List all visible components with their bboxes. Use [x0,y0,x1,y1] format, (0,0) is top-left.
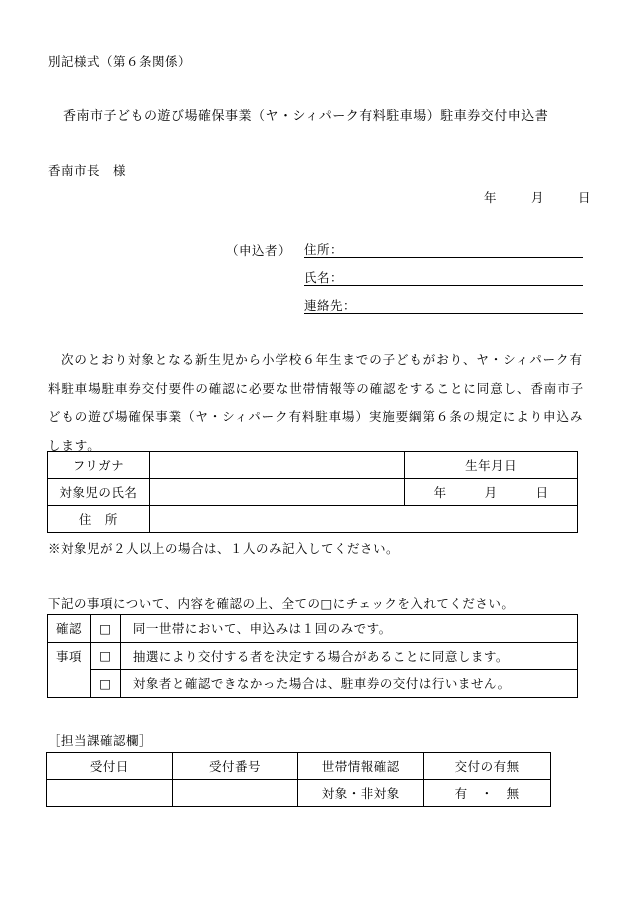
name-label: 氏名： [304,270,344,285]
confirm-label-1: 確認 [48,615,91,643]
child-name-input[interactable] [149,479,404,506]
date-line [484,188,591,206]
furigana-input[interactable] [149,452,404,479]
child-address-input[interactable] [149,506,577,533]
office-header-receipt-number: 受付番号 [172,753,298,780]
checkbox-1[interactable]: □ [90,615,120,643]
confirm-label-empty [48,670,91,698]
document-title: 香南市子どもの遊び場確保事業（ヤ・シィパーク有料駐車場）駐車券交付申込書 [63,109,549,124]
office-use-table [46,752,551,807]
office-received-date[interactable] [47,780,173,807]
confirmation-table [47,614,578,698]
child-info-table [47,451,578,533]
date-year: 年 [484,190,498,205]
date-month: 月 [531,190,545,205]
checkbox-3[interactable]: □ [90,670,120,698]
birthdate-label: 生年月日 [405,452,578,479]
child-address-label: 住 所 [48,506,150,533]
name-field[interactable] [304,268,583,286]
bd-year: 年 [433,485,447,500]
office-issued[interactable]: 有 ・ 無 [424,780,551,807]
consent-paragraph: 次のとおり対象となる新生児から小学校６年生までの子どもがおり、ヤ・シィパーク有料駐車場駐車券交付要件の確認に必要な世帯情報等の確認をすることに同意し、香南市子どもの遊び場確保事業（ヤ・シィパーク有料駐車場）実施要綱第６条の規定により申込みします。 [48,352,585,453]
child-name-label: 対象児の氏名 [48,479,150,506]
confirm-label-2: 事項 [48,642,91,670]
office-household-check[interactable]: 対象・非対象 [298,780,424,807]
confirm-item-2: 抽選により交付する者を決定する場合があることに同意します。 [120,642,577,670]
office-header-issued: 交付の有無 [424,753,551,780]
office-header-household-check: 世帯情報確認 [298,753,424,780]
date-day: 日 [578,190,592,205]
confirm-instruction: 下記の事項について、内容を確認の上、全ての□にチェックを入れてください。 [48,596,515,611]
bd-month: 月 [484,485,498,500]
office-header-received-date: 受付日 [47,753,173,780]
address-field[interactable] [304,240,583,258]
office-receipt-number[interactable] [172,780,298,807]
birthdate-input[interactable] [405,479,578,506]
applicant-label: （申込者） [226,243,292,258]
address-label: 住所： [304,242,344,257]
addressee: 香南市長 様 [48,163,127,178]
confirm-item-1: 同一世帯において、申込みは１回のみです。 [120,615,577,643]
contact-label: 連絡先： [304,298,357,313]
contact-field[interactable] [304,296,583,314]
furigana-label: フリガナ [48,452,150,479]
checkbox-2[interactable]: □ [90,642,120,670]
office-use-label: ［担当課確認欄］ [48,733,153,748]
bd-day: 日 [535,485,549,500]
confirm-item-3: 対象者と確認できなかった場合は、駐車券の交付は行いません。 [120,670,577,698]
note-multiple-children: ※対象児が２人以上の場合は、１人のみ記入してください。 [48,541,400,556]
form-number-label: 別記様式（第６条関係） [48,54,192,69]
